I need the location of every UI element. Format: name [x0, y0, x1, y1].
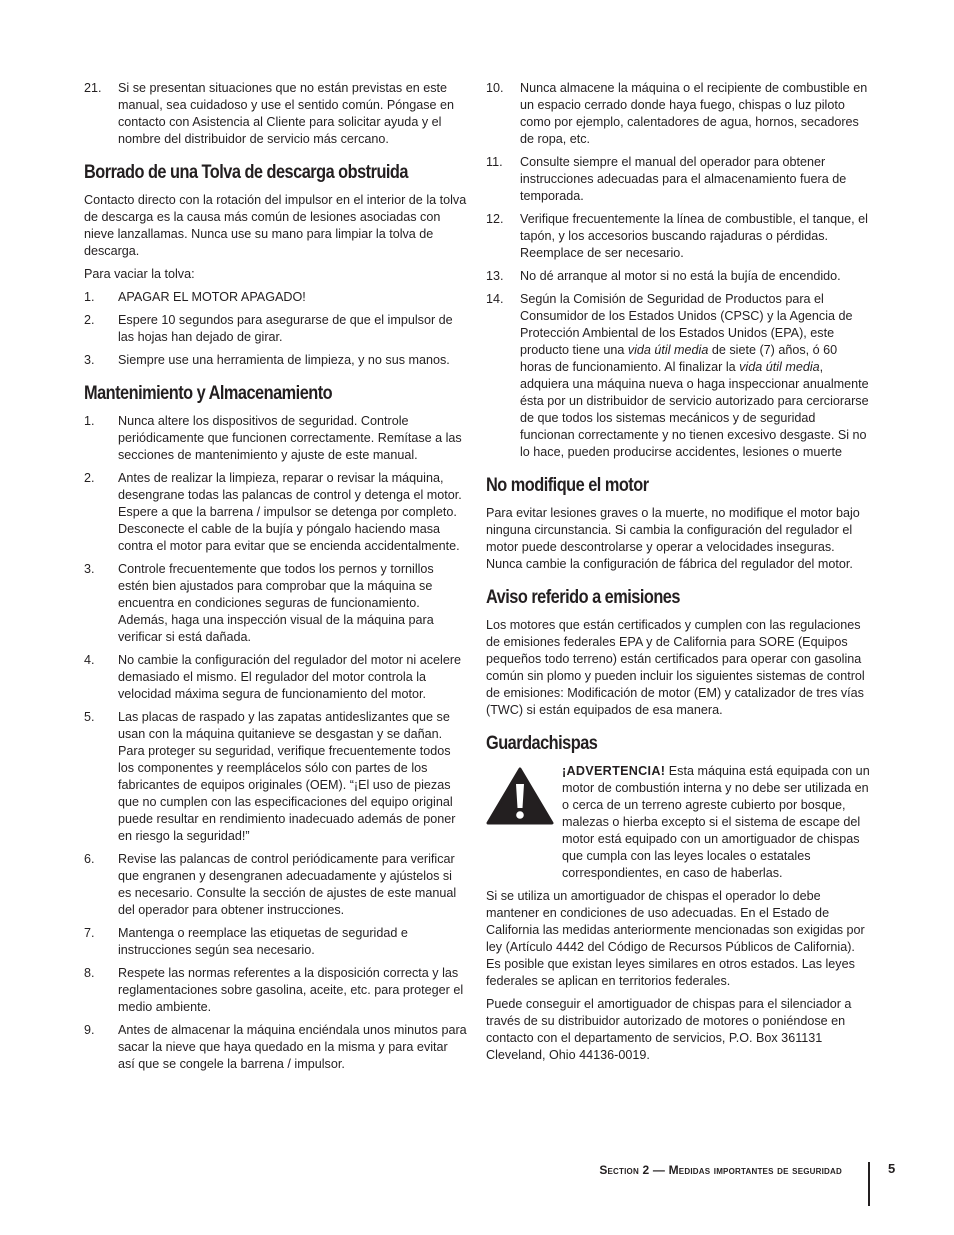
item-text-part: Según la Comisión de Seguridad de Productos para el Consumidor de los Estados Unidos (CPSC) y la Agencia de Protección Ambiental de los Estados Unidos (EPA), este producto tiene una — [520, 292, 853, 357]
right-column — [486, 80, 870, 1070]
item-number: 7. — [84, 926, 95, 940]
list-item — [486, 80, 870, 148]
item-text: No dé arranque al motor si no está la bujía de encendido. — [520, 269, 841, 283]
item-number: 8. — [84, 966, 95, 980]
warning-block — [486, 763, 870, 882]
list-item — [84, 289, 468, 306]
item-text: Siempre use una herramienta de limpieza, y no sus manos. — [118, 353, 450, 367]
emisiones-text: Los motores que están certificados y cumplen con las regulaciones de emisiones federales EPA y de California para SORE (Equipos pequeños todo terreno) están certificados para operar con gasolina común sin plomo y pueden incluir los siguientes sistemas de control de emisiones: Modificación de motor (EM) y catalizador de tres vías (TWC) si están equipados de esa manera. — [486, 618, 865, 717]
heading-emisiones: Aviso referido a emisiones — [486, 587, 680, 608]
list-item — [84, 561, 468, 646]
warning-text: Esta máquina está equipada con un motor de combustión interna y no debe ser utilizada en o cerca de un terreno agreste cubierto por bosque, malezas o hierba excepto si el sistema de escape del motor está equipado con un amortiguador de chispas que cumpla con las leyes locales o estatales correspondientes, en caso de haberlas. — [562, 764, 870, 880]
heading-guardachispas: Guardachispas — [486, 733, 598, 754]
item-text: APAGAR EL MOTOR APAGADO! — [118, 290, 306, 304]
item-number: 3. — [84, 562, 95, 576]
list-item — [84, 652, 468, 703]
item-number: 10. — [486, 81, 504, 95]
item-number: 3. — [84, 353, 95, 367]
item-text: Revise las palancas de control periódicamente para verificar que engranen y desengranen adecuadamente y ajústelos si es necesario. Consulte la sección de ajustes de este manual del operador para obtener instrucciones. — [118, 852, 457, 917]
item-text: Si se presentan situaciones que no están previstas en este manual, sea cuidadoso y use el sentido común. Póngase en contacto con Asistencia al Cliente para solicitar ayuda y el nombre del distribuidor de servicio más cercano. — [118, 81, 455, 146]
item-text: Consulte siempre el manual del operador para obtener instrucciones adecuadas para el almacenamiento fuera de temporada. — [520, 155, 847, 203]
item-text: Antes de realizar la limpieza, reparar o revisar la máquina, desengrane todas las palancas de control y detenga el motor. Espere a que la barrena / impulsor se detenga por completo. Desconecte el cable de la bujía y póngalo haciendo masa contra el motor para evitar que se encienda accidentalmente. — [118, 471, 462, 553]
item-number: 11. — [486, 155, 503, 169]
item-text-part: , adquiera una máquina nueva o haga inspeccionar anualmente ésta por un distribuidor de servicio autorizado para cerciorarse de que todos los sistemas mecánicos y de seguridad funcionan correctamente y no tienen excesivo desgaste. Si no lo hace, pueden producirse accidentes, lesiones o muerte — [520, 360, 869, 459]
item-number: 1. — [84, 290, 95, 304]
list-item — [84, 925, 468, 959]
item-number: 21. — [84, 81, 102, 95]
warning-title: ¡ADVERTENCIA! — [562, 764, 666, 778]
list-item — [84, 352, 468, 369]
item-text-part: de siete (7) años, ó 60 horas de funcionamiento. Al finalizar la — [520, 343, 838, 374]
item-number: 1. — [84, 414, 95, 428]
guardachispas-para-2: Puede conseguir el amortiguador de chispas para el silenciador a través de su distribuidor autorizado de motores o poniéndose en contacto con el departamento de servicios, P.O. Box 361131 Cleveland, Ohio 44136-0019. — [486, 997, 852, 1062]
list-item — [486, 291, 870, 461]
page-number: 5 — [888, 1161, 896, 1176]
item-text: Antes de almacenar la máquina enciéndala unos minutos para sacar la nieve que haya quedado en la misma y para evitar así que se congele la barrena / impulsor. — [118, 1023, 467, 1071]
list-item — [84, 709, 468, 845]
item-number: 4. — [84, 653, 95, 667]
list-item — [486, 211, 870, 262]
item-text: No cambie la configuración del regulador del motor ni acelere demasiado el mismo. El regulador del motor controla la velocidad máxima segura de funcionamiento del motor. — [118, 653, 462, 701]
heading-no-modifique: No modifique el motor — [486, 475, 649, 496]
item-number: 14. — [486, 292, 504, 306]
heading-mantenimiento: Mantenimiento y Almacenamiento — [84, 383, 333, 404]
heading-borrado-tolva: Borrado de una Tolva de descarga obstruida — [84, 162, 408, 183]
item-number: 9. — [84, 1023, 95, 1037]
footer-section-label: Section 2 — Medidas importantes de seguridad — [599, 1163, 842, 1177]
item-text: Nunca altere los dispositivos de seguridad. Controle periódicamente que funcionen correctamente. Remítase a las secciones de mantenimiento y ajuste de este manual. — [118, 414, 462, 462]
item-text: Espere 10 segundos para asegurarse de que el impulsor de las hojas han dejado de girar. — [118, 313, 453, 344]
left-column — [84, 80, 468, 1079]
list-item — [84, 965, 468, 1016]
tolva-intro: Contacto directo con la rotación del impulsor en el interior de la tolva de descarga es la causa más común de lesiones asociadas con nieve lanzallamas. Nunca use su mano para limpiar la tolva de descarga. — [84, 193, 467, 258]
list-item — [84, 851, 468, 919]
item-text: Verifique frecuentemente la línea de combustible, el tanque, el tapón, y los accesorios buscando rajaduras o pérdidas. Reemplace de ser necesario. — [520, 212, 868, 260]
list-item — [84, 80, 468, 148]
list-item — [486, 268, 870, 285]
tolva-lead: Para vaciar la tolva: — [84, 267, 195, 281]
list-item — [84, 470, 468, 555]
item-number: 12. — [486, 212, 504, 226]
item-number: 2. — [84, 471, 95, 485]
list-item — [84, 413, 468, 464]
list-item — [486, 154, 870, 205]
item-text: Mantenga o reemplace las etiquetas de seguridad e instrucciones según sea necesario. — [118, 926, 408, 957]
emphasis-vida-util: vida útil media — [739, 360, 820, 374]
list-item — [84, 312, 468, 346]
item-number: 2. — [84, 313, 95, 327]
footer-divider — [868, 1162, 870, 1206]
emphasis-vida-util: vida útil media — [627, 343, 709, 357]
item-number: 5. — [84, 710, 95, 724]
item-text: Respete las normas referentes a la disposición correcta y las reglamentaciones sobre gasolina, aceite, etc. para proteger el medio ambiente. — [118, 966, 464, 1014]
warning-triangle-icon — [486, 767, 554, 825]
item-number: 13. — [486, 269, 504, 283]
guardachispas-para-1: Si se utiliza un amortiguador de chispas el operador lo debe mantener en condiciones de uso adecuadas. En el Estado de California las medidas anteriormente mencionadas son exigidas por ley (Artículo 4442 del Código de Recursos Públicos de California). Es posible que existan leyes similares en otros estados. Las leyes federales se aplican en territorios federales. — [486, 889, 865, 988]
item-text: Nunca almacene la máquina o el recipiente de combustible en un espacio cerrado donde haya fuego, chispas o luz piloto como por ejemplo, calentadores de agua, hornos, secadores de ropa, etc. — [520, 81, 868, 146]
item-text: Controle frecuentemente que todos los pernos y tornillos estén bien ajustados para comprobar que la máquina se encuentra en condiciones seguras de funcionamiento. Además, haga una inspección visual de la máquina para verificar si está dañada. — [118, 562, 434, 644]
item-number: 6. — [84, 852, 95, 866]
motor-text: Para evitar lesiones graves o la muerte, no modifique el motor bajo ninguna circunstancia. Si cambia la configuración del regulador el motor puede descontrolarse y operar a velocidades inseguras. Nunca cambie la configuración de fábrica del regulador del motor. — [486, 506, 860, 571]
list-item — [84, 1022, 468, 1073]
item-text: Las placas de raspado y las zapatas antideslizantes que se usan con la máquina quitanieve se desgastan y se dañan. Para proteger su seguridad, verifique frecuentemente todos los componentes y reemplácelos sólo con partes de los fabricantes de equipos originales (OEM). “¡El uso de piezas que no cumplen con las especificaciones del equipo original puede resultar en rendimiento inadecuado además de poner en riesgo la seguridad!” — [118, 710, 456, 843]
